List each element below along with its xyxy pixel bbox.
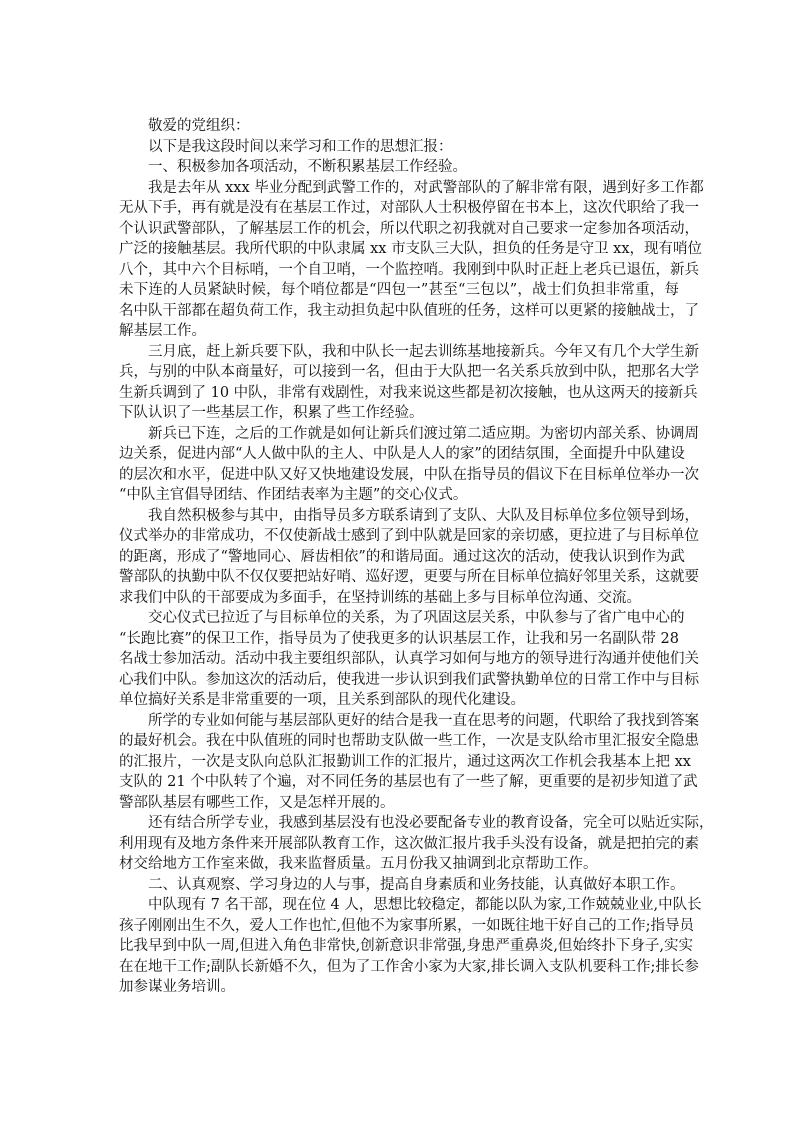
text-line: 我是去年从 xxx 毕业分配到武警工作的，对武警部队的了解非常有限，遇到好多工作都 bbox=[148, 179, 704, 196]
text-line: 的汇报片，一次是支队向总队汇报勤训工作的汇报片，通过这两次工作机会我基本上把 xx bbox=[119, 753, 691, 770]
text-line: 利用现有及地方条件来开展部队教育工作，这次做汇报片我手头没有设备，就是把拍完的素 bbox=[119, 835, 699, 852]
text-line: 无从下手，再有就是没有在基层工作过，对部队人士积极停留在书本上，这次代职给了我一 bbox=[119, 200, 699, 216]
text-line: 八个，其中六个目标哨，一个自卫哨，一个监控哨。我刚到中队时正赶上老兵已退伍，新兵 bbox=[119, 261, 699, 278]
text-line: 仪式举办的非常成功，不仅使新战士感到了到中队就是回家的亲切感，更拉进了与目标单位 bbox=[119, 528, 699, 544]
text-line: 边关系，促进内部“人人做中队的主人、中队是人人的家”的团结氛围，全面提升中队建设 bbox=[119, 446, 685, 462]
text-line: 我自然积极参与其中，由指导员多方联系请到了支队、大队及目标单位多位领导到场， bbox=[148, 507, 699, 524]
text-line: 还有结合所学专业，我感到基层没有也没必要配备专业的教育设备，完全可以贴近实际， bbox=[148, 815, 714, 831]
text-line: 三月底，赶上新兵要下队，我和中队长一起去训练基地接新兵。今年又有几个大学生新 bbox=[148, 343, 699, 360]
text-line: “长跑比赛”的保卫工作，指导员为了使我更多的认识基层工作，让我和另一名副队带 28 bbox=[119, 630, 679, 647]
text-line: 警部队基层有哪些工作，又是怎样开展的。 bbox=[119, 794, 395, 811]
text-line: 中队现有 7 名干部，现在位 4 人，思想比较稳定，都能以队为家,工作兢兢业业,中队长 bbox=[148, 897, 702, 913]
text-line: 警部队的执勤中队不仅仅要把站好哨、巡好逻，更要与所在目标单位搞好邻里关系，这就要 bbox=[119, 569, 699, 585]
text-line: 材交给地方工作室来做，我来监督质量。五月份我又抽调到北京帮助工作。 bbox=[119, 856, 598, 872]
text-line: 名战士参加活动。活动中我主要组织部队，认真学习如何与地方的领导进行沟通并使他们关 bbox=[119, 651, 699, 667]
text-line: 下队认识了一些基层工作，积累了些工作经验。 bbox=[119, 405, 424, 421]
text-line: 兵，与别的中队本商量好，可以接到一名，但由于大队把一名关系兵放到中队，把那名大学 bbox=[119, 364, 699, 380]
text-line: 在在地干工作;副队长新婚不久，但为了工作舍小家为大家,排长调入支队机要科工作;排长参 bbox=[119, 958, 699, 975]
text-line: 单位搞好关系是非常重要的一项，且关系到部队的现代化建设。 bbox=[119, 692, 525, 708]
text-line: 的层次和水平，促进中队又好又快地建设发展，中队在指导员的倡议下在目标单位举办一次 bbox=[119, 466, 699, 483]
text-line: 广泛的接触基层。我所代职的中队隶属 xx 市支队三大队，担负的任务是守卫 xx，现有哨位 bbox=[119, 241, 703, 257]
text-line: 加参谋业务培训。 bbox=[119, 979, 235, 995]
text-line: 以下是我这段时间以来学习和工作的思想汇报： bbox=[148, 138, 453, 155]
text-line: 的最好机会。我在中队值班的同时也帮助支队做一些工作，一次是支队给市里汇报安全隐患 bbox=[119, 733, 699, 749]
text-line: 心我们中队。参加这次的活动后，使我进一步认识到我们武警执勤单位的日常工作中与目标 bbox=[119, 671, 699, 688]
text-line: “中队主官倡导团结、作团结表率为主题”的交心仪式。 bbox=[119, 487, 468, 503]
text-line: 新兵已下连，之后的工作就是如何让新兵们渡过第二适应期。为密切内部关系、协调周 bbox=[148, 425, 699, 442]
text-line: 比我早到中队一周,但进入角色非常快,创新意识非常强,身患严重鼻炎,但始终扑下身子,实实 bbox=[119, 938, 694, 954]
text-line: 的距离，形成了“警地同心、唇齿相依”的和谐局面。通过这次的活动，使我认识到作为武 bbox=[119, 548, 685, 565]
text-line: 未下连的人员紧缺时候，每个哨位都是“四包一”甚至“三包以”，战士们负担非常重，每 bbox=[119, 282, 679, 298]
text-line: 个认识武警部队，了解基层工作的机会，所以代职之初我就对自己要求一定参加各项活动， bbox=[119, 220, 699, 237]
text-line: 解基层工作。 bbox=[119, 323, 206, 339]
text-line: 二、认真观察、学习身边的人与事，提高自身素质和业务技能，认真做好本职工作。 bbox=[148, 876, 685, 893]
text-line: 交心仪式已拉近了与目标单位的关系，为了巩固这层关系，中队参与了省广电中心的 bbox=[148, 610, 685, 626]
text-line: 支队的 21 个中队转了个遍，对不同任务的基层也有了一些了解，更重要的是初步知道了武 bbox=[119, 774, 698, 790]
text-line: 敬爱的党组织： bbox=[148, 118, 250, 134]
document-page bbox=[119, 116, 714, 998]
text-line: 一、积极参加各项活动，不断积累基层工作经验。 bbox=[148, 159, 467, 175]
text-line: 所学的专业如何能与基层部队更好的结合是我一直在思考的问题，代职给了我找到答案 bbox=[148, 712, 699, 729]
text-line: 生新兵调到了 10 中队，非常有戏剧性，对我来说这些都是初次接触，也从这两天的接新兵 bbox=[119, 384, 698, 401]
text-line: 求我们中队的干部要成为多面手，在坚持训练的基础上多与目标单位沟通、交流。 bbox=[119, 589, 641, 606]
text-line: 孩子刚刚出生不久，爱人工作也忙,但他不为家事所累，一如既往地干好自己的工作;指导员 bbox=[119, 917, 694, 934]
text-line: 名中队干部都在超负荷工作，我主动担负起中队值班的任务，这样可以更紧的接触战士，了 bbox=[119, 302, 699, 319]
